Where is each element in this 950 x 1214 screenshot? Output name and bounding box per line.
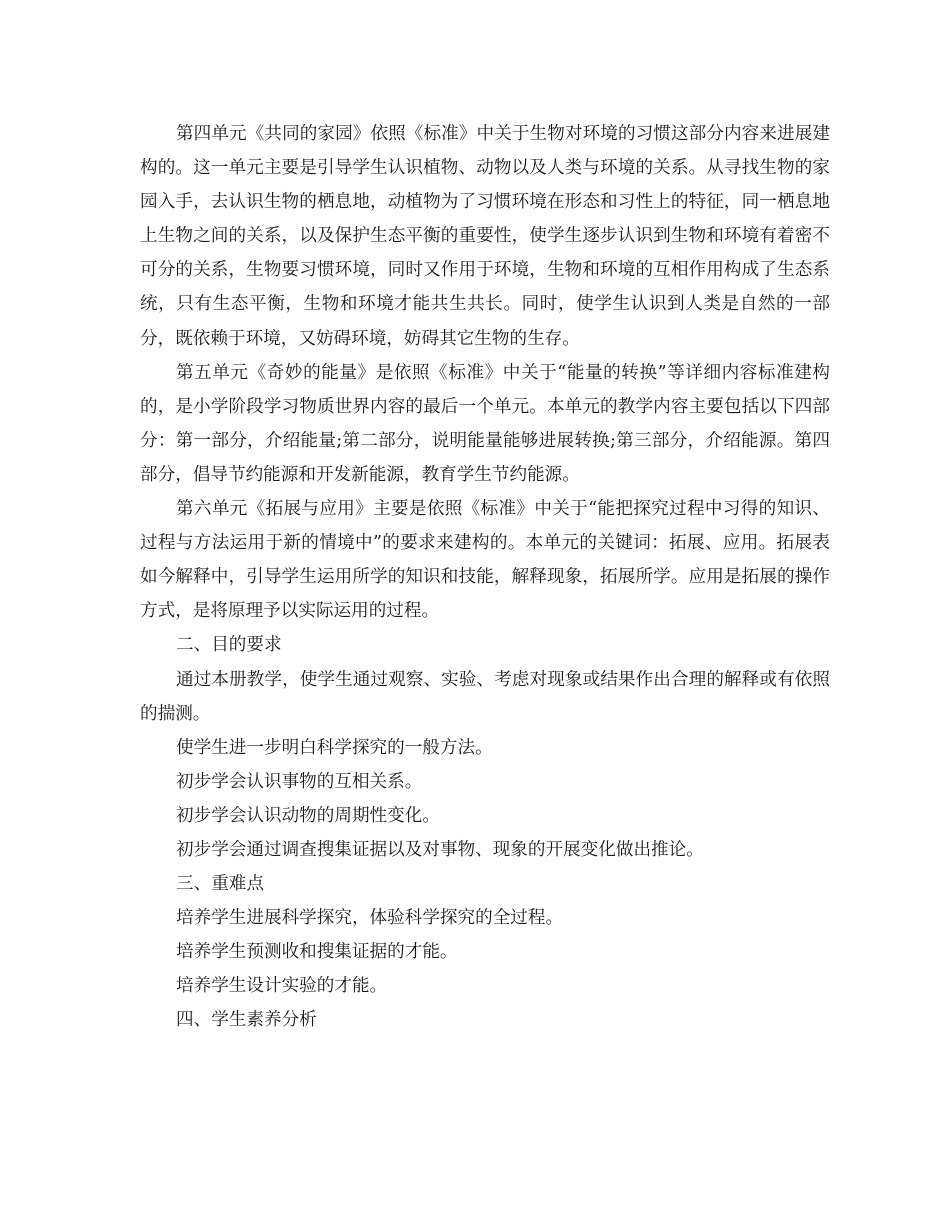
section-heading-goals: 二、目的要求 <box>176 635 282 656</box>
section-heading-student-analysis: 四、学生素养分析 <box>176 1010 317 1031</box>
section-heading-key-points: 三、重难点 <box>176 874 264 895</box>
list-item-key-point: 培养学生设计实验的才能。 <box>176 976 388 997</box>
list-item-goal: 使学生进一步明白科学探究的一般方法。 <box>176 737 493 758</box>
paragraph-unit-six: 第六单元《拓展与应用》主要是依照《标准》中关于“能把探究过程中习得的知识、过程与方法运用于新的情境中”的要求来建构的。本单元的关键词：拓展、应用。拓展表如今解释中，引导学生运用所学的知识和技能，解释现象，拓展所学。应用是拓展的操作方式，是将原理予以实际运用的过程。 <box>140 499 830 622</box>
paragraph-unit-five: 第五单元《奇妙的能量》是依照《标准》中关于“能量的转换”等详细内容标准建构的，是小学阶段学习物质世界内容的最后一个单元。本单元的教学内容主要包括以下四部分：第一部分，介绍能量;第二部分，说明能量能够进展转换;第三部分，介绍能源。第四部分，倡导节约能源和开发新能源，教育学生节约能源。 <box>140 362 830 485</box>
list-item-goal: 初步学会认识动物的周期性变化。 <box>176 805 440 826</box>
list-item-goal: 初步学会认识事物的互相关系。 <box>176 771 423 792</box>
list-item-key-point: 培养学生进展科学探究，体验科学探究的全过程。 <box>176 908 564 929</box>
paragraph-unit-four: 第四单元《共同的家园》依照《标准》中关于生物对环境的习惯这部分内容来进展建构的。这一单元主要是引导学生认识植物、动物以及人类与环境的关系。从寻找生物的家园入手，去认识生物的栖息地，动植物为了习惯环境在形态和习性上的特征，同一栖息地上生物之间的关系，以及保护生态平衡的重要性，使学生逐步认识到生物和环境有着密不可分的关系，生物要习惯环境，同时又作用于环境，生物和环境的互相作用构成了生态系统，只有生态平衡，生物和环境才能共生共长。同时，使学生认识到人类是自然的一部分，既依赖于环境，又妨碍环境，妨碍其它生物的生存。 <box>140 124 830 349</box>
list-item-goal: 初步学会通过调查搜集证据以及对事物、现象的开展变化做出推论。 <box>176 839 704 860</box>
document-body <box>140 117 830 1038</box>
list-item-key-point: 培养学生预测收和搜集证据的才能。 <box>176 942 458 963</box>
paragraph-goal-overview: 通过本册教学，使学生通过观察、实验、考虑对现象或结果作出合理的解释或有依照的揣测。 <box>140 669 830 724</box>
